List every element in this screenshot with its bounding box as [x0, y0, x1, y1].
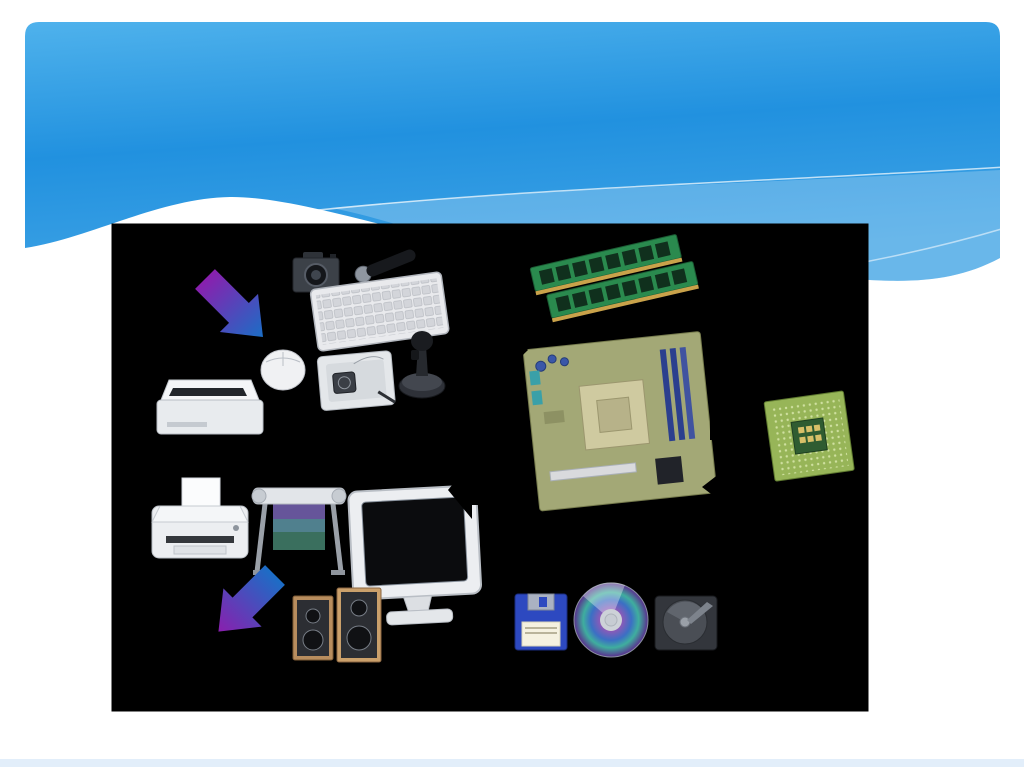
cpu-chip-icon	[764, 391, 854, 481]
camera-icon	[293, 252, 339, 292]
speakers-icon	[293, 588, 381, 662]
diagram-image	[110, 222, 870, 713]
bottom-edge-strip	[0, 759, 1024, 767]
motherboard-icon	[523, 331, 717, 511]
floppy-disk-icon	[515, 594, 567, 650]
information-symbols-cluster	[118, 234, 268, 324]
scanner-icon	[157, 380, 263, 434]
mouse-icon	[261, 350, 305, 390]
cd-disc-icon	[574, 582, 648, 657]
hard-disk-icon	[655, 596, 717, 650]
graphic-tablet-icon	[317, 351, 395, 411]
people-row	[140, 652, 256, 685]
